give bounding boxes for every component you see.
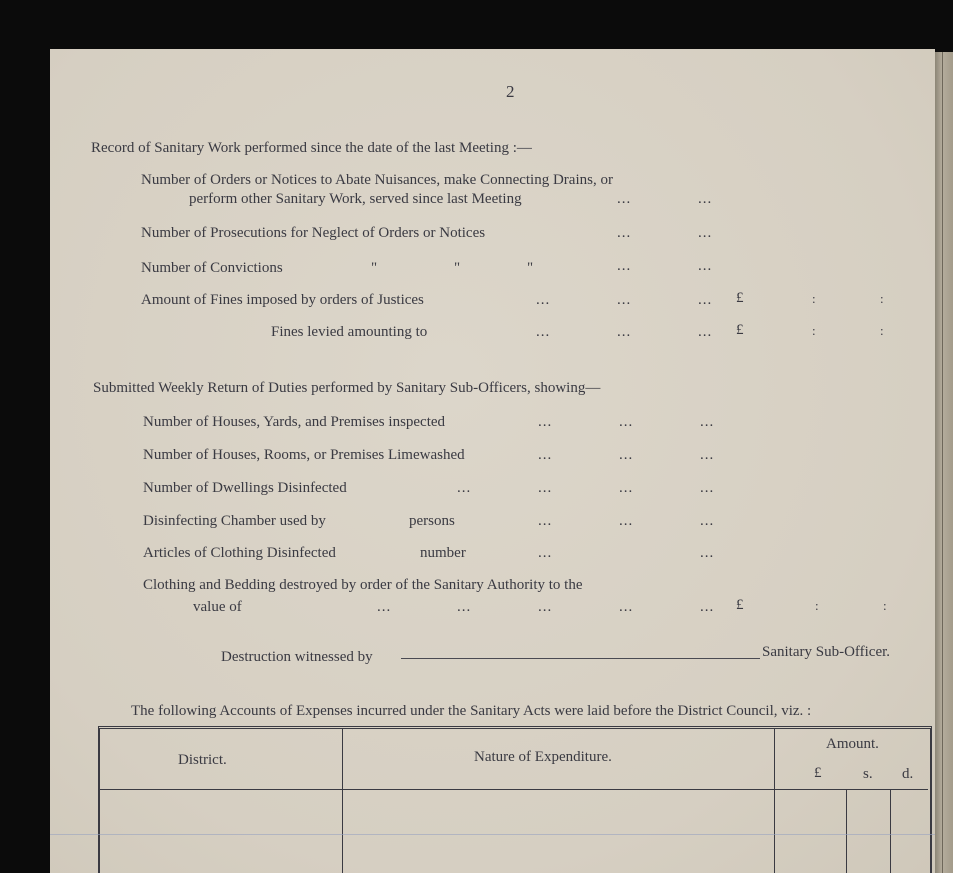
chamber-dots-1: ... [538, 513, 553, 529]
number-label: number [420, 545, 466, 561]
ditto-mark-1: " [371, 260, 378, 276]
destroyed-dots-3: ... [538, 599, 553, 615]
col-header-pounds: £ [814, 765, 822, 781]
ruled-line [50, 834, 935, 835]
houses-inspected-dots-3: ... [700, 414, 715, 430]
sub-officer-label: Sanitary Sub-Officer. [762, 644, 891, 660]
convictions-dots-1: ... [617, 258, 632, 274]
houses-limewashed-label: Number of Houses, Rooms, or Premises Limewashed [143, 447, 465, 463]
dwellings-dots-1: ... [457, 480, 472, 496]
houses-inspected-label: Number of Houses, Yards, and Premises inspected [143, 414, 446, 430]
destroyed-line-2: value of [193, 599, 242, 615]
adjacent-page-edge [935, 52, 953, 873]
ditto-mark-3: " [527, 260, 534, 276]
weekly-heading: Submitted Weekly Return of Duties performed by Sanitary Sub-Officers, showing— [93, 380, 601, 396]
destroyed-dots-2: ... [457, 599, 472, 615]
orders-dots-1: ... [617, 191, 632, 207]
chamber-used-label: Disinfecting Chamber used by [143, 513, 326, 529]
ditto-mark-2: " [454, 260, 461, 276]
fines-levied-dots-1: ... [536, 324, 551, 340]
dwellings-dots-2: ... [538, 480, 553, 496]
fines-imposed-pound: £ [736, 290, 744, 306]
dwellings-dots-4: ... [700, 480, 715, 496]
col-header-amount: Amount. [826, 736, 879, 752]
houses-inspected-dots-1: ... [538, 414, 553, 430]
fines-levied-label: Fines levied amounting to [271, 324, 428, 340]
col-header-district: District. [178, 752, 227, 768]
prosecutions-dots-1: ... [617, 225, 632, 241]
col-header-nature: Nature of Expenditure. [474, 749, 612, 765]
clothing-disinfected-label: Articles of Clothing Disinfected [143, 545, 336, 561]
prosecutions-dots-2: ... [698, 225, 713, 241]
col-divider-shillings [890, 789, 891, 873]
fines-imposed-label: Amount of Fines imposed by orders of Justices [141, 292, 424, 308]
houses-inspected-dots-2: ... [619, 414, 634, 430]
fines-imposed-dots-2: ... [617, 292, 632, 308]
chamber-dots-2: ... [619, 513, 634, 529]
witness-signature-line [401, 658, 760, 659]
convictions-label: Number of Convictions [141, 260, 283, 276]
fines-imposed-colon-2: : [880, 291, 884, 306]
col-divider-nature [774, 729, 775, 873]
destroyed-dots-5: ... [700, 599, 715, 615]
clothing-dots-2: ... [700, 545, 715, 561]
header-bottom-rule [100, 789, 928, 790]
persons-label: persons [409, 513, 455, 529]
orders-dots-2: ... [698, 191, 713, 207]
chamber-dots-3: ... [700, 513, 715, 529]
col-divider-district [342, 729, 343, 873]
orders-line-1: Number of Orders or Notices to Abate Nuisances, make Connecting Drains, or [141, 172, 613, 188]
fines-levied-dots-3: ... [698, 324, 713, 340]
destroyed-colon-1: : [815, 598, 819, 613]
fines-levied-dots-2: ... [617, 324, 632, 340]
accounts-intro: The following Accounts of Expenses incurred under the Sanitary Acts were laid before the District Council, viz. : [131, 703, 812, 719]
houses-limewashed-dots-1: ... [538, 447, 553, 463]
ledger-page [50, 49, 935, 873]
destroyed-dots-1: ... [377, 599, 392, 615]
page-edge-line [942, 52, 943, 873]
witnessed-label: Destruction witnessed by [221, 649, 373, 665]
col-divider-pounds [846, 789, 847, 873]
fines-levied-colon-2: : [880, 323, 884, 338]
page-number: 2 [506, 82, 515, 101]
convictions-dots-2: ... [698, 258, 713, 274]
record-heading: Record of Sanitary Work performed since the date of the last Meeting :— [91, 140, 532, 156]
destroyed-line-1: Clothing and Bedding destroyed by order of the Sanitary Authority to the [143, 577, 583, 593]
col-header-pence: d. [902, 766, 914, 782]
accounts-table [98, 726, 932, 873]
prosecutions-label: Number of Prosecutions for Neglect of Orders or Notices [141, 225, 486, 241]
destroyed-pound: £ [736, 597, 744, 613]
dwellings-disinfected-label: Number of Dwellings Disinfected [143, 480, 347, 496]
houses-limewashed-dots-3: ... [700, 447, 715, 463]
fines-imposed-dots-1: ... [536, 292, 551, 308]
orders-line-2: perform other Sanitary Work, served since last Meeting [189, 191, 522, 207]
destroyed-dots-4: ... [619, 599, 634, 615]
clothing-dots-1: ... [538, 545, 553, 561]
destroyed-colon-2: : [883, 598, 887, 613]
fines-imposed-dots-3: ... [698, 292, 713, 308]
fines-levied-colon-1: : [812, 323, 816, 338]
houses-limewashed-dots-2: ... [619, 447, 634, 463]
fines-levied-pound: £ [736, 322, 744, 338]
col-header-shillings: s. [863, 766, 873, 782]
fines-imposed-colon-1: : [812, 291, 816, 306]
dwellings-dots-3: ... [619, 480, 634, 496]
